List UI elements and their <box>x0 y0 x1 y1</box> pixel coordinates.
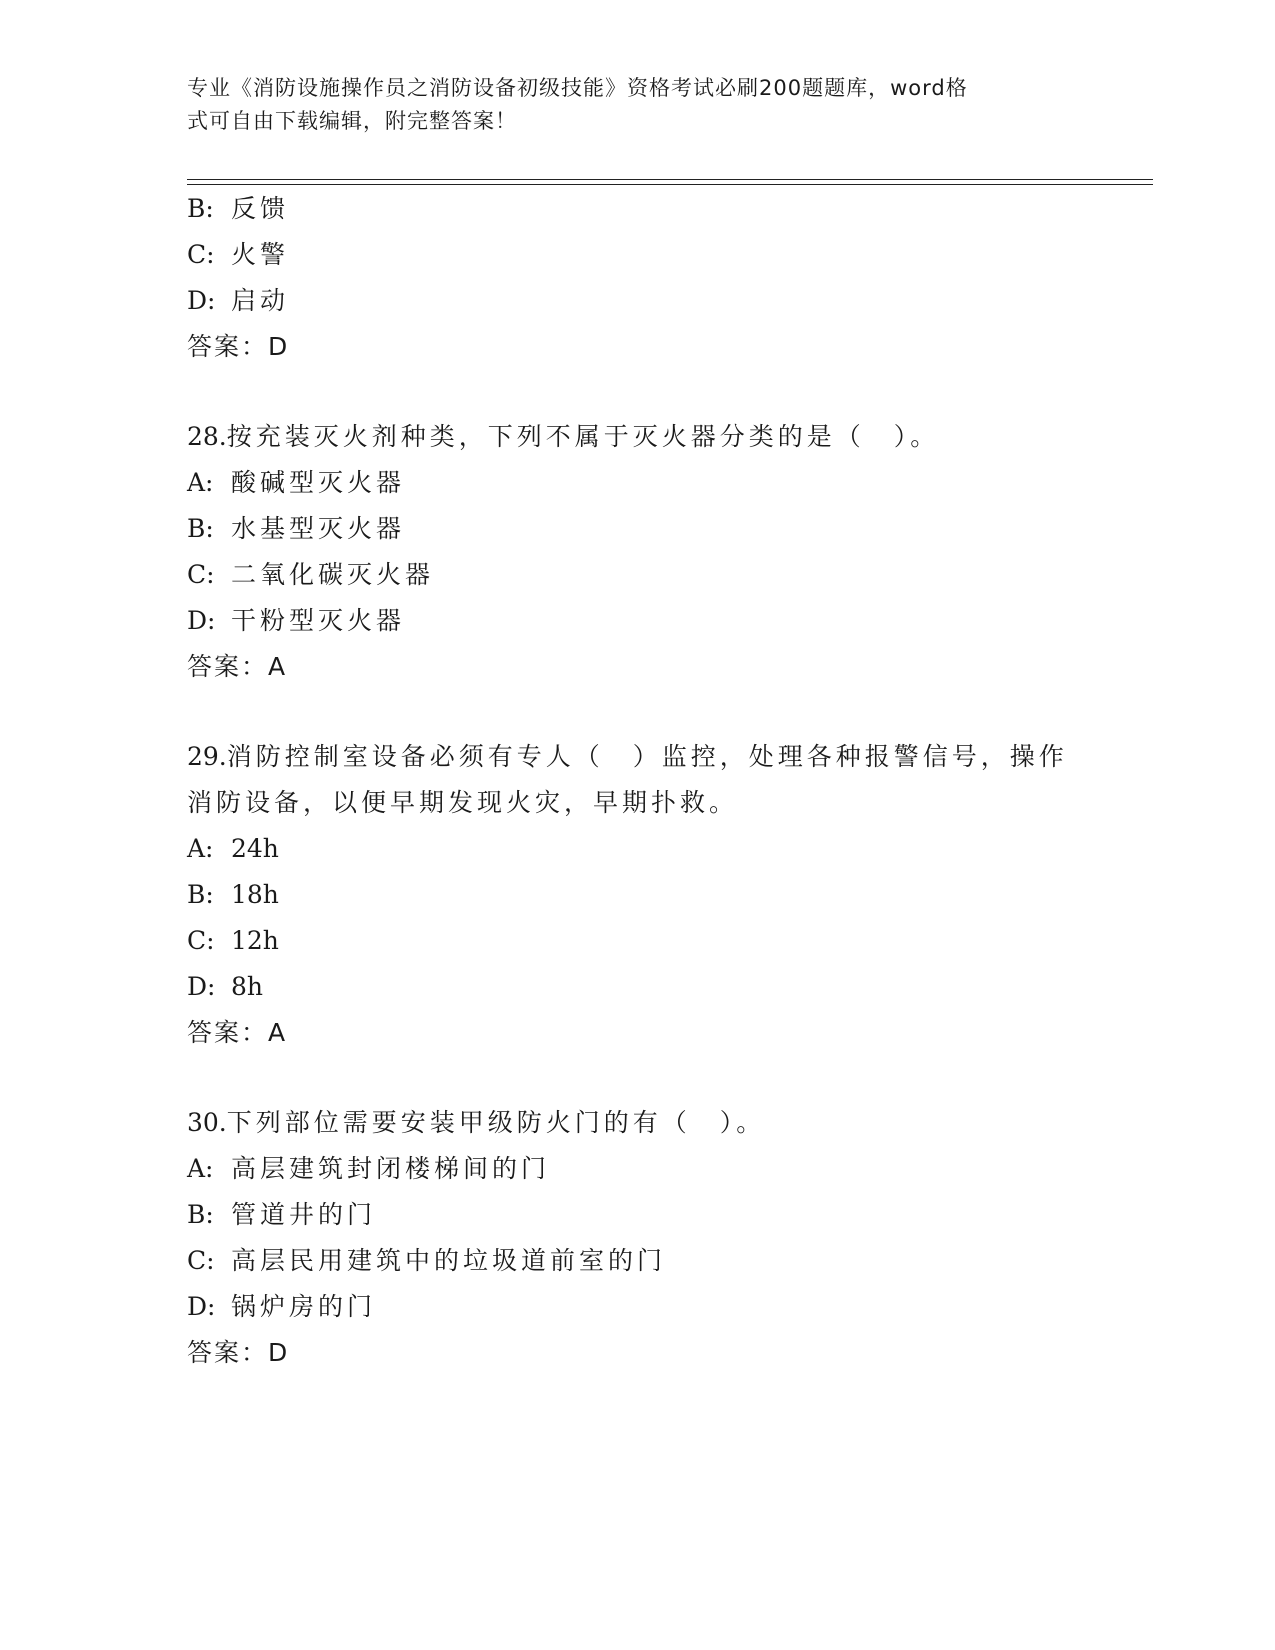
header-divider-bottom <box>187 184 1153 185</box>
question-29 <box>187 734 1127 1056</box>
option-label: D: <box>187 972 216 1001</box>
option-text: 12h <box>231 926 279 955</box>
question-number: 29. <box>187 742 227 771</box>
option-label: A: <box>187 468 214 497</box>
question-stem-continued: 消防设备，以便早期发现火灾，早期扑救。 <box>187 788 739 817</box>
option-c <box>187 552 1127 598</box>
option-text: 高层民用建筑中的垃圾道前室的门 <box>231 1246 667 1275</box>
header-divider-top <box>187 179 1153 180</box>
option-text: 二氧化碳灭火器 <box>231 560 435 589</box>
option-d <box>187 964 1127 1010</box>
option-label: D: <box>187 286 216 315</box>
option-d <box>187 598 1127 644</box>
option-text: 酸碱型灭火器 <box>231 468 406 497</box>
carryover-question <box>187 186 1127 370</box>
option-a <box>187 460 1127 506</box>
header-line-2: 式可自由下载编辑，附完整答案！ <box>187 109 517 133</box>
answer-line: 答案：D <box>187 1338 290 1367</box>
option-a <box>187 826 1127 872</box>
option-d <box>187 1284 1127 1330</box>
option-text: 高层建筑封闭楼梯间的门 <box>231 1154 551 1183</box>
option-label: D: <box>187 1292 216 1321</box>
option-c <box>187 1238 1127 1284</box>
option-label: A: <box>187 834 214 863</box>
answer-line: 答案：A <box>187 1018 288 1047</box>
question-text: 消防控制室设备必须有专人（ ）监控，处理各种报警信号，操作 <box>226 742 1068 771</box>
option-label: B: <box>187 514 214 543</box>
question-number: 28. <box>187 422 227 451</box>
question-stem <box>187 1100 1127 1146</box>
option-text: 反馈 <box>231 194 290 223</box>
question-stem <box>187 734 1127 780</box>
option-d <box>187 278 1127 324</box>
option-text: 启动 <box>231 286 290 315</box>
option-label: B: <box>187 194 214 223</box>
option-b <box>187 1192 1127 1238</box>
option-label: B: <box>187 880 214 909</box>
option-c <box>187 232 1127 278</box>
question-list <box>187 186 1127 1376</box>
option-label: C: <box>187 240 215 269</box>
option-label: A: <box>187 1154 214 1183</box>
header-line-1: 专业《消防设施操作员之消防设备初级技能》资格考试必刷200题题库，word格 <box>187 76 968 100</box>
document-header <box>187 72 1067 138</box>
option-text: 干粉型灭火器 <box>231 606 406 635</box>
option-b <box>187 872 1127 918</box>
option-label: C: <box>187 1246 215 1275</box>
question-stem <box>187 414 1127 460</box>
option-c <box>187 918 1127 964</box>
question-text: 下列部位需要安装甲级防火门的有（ ）。 <box>226 1108 766 1137</box>
option-text: 锅炉房的门 <box>231 1292 377 1321</box>
option-label: D: <box>187 606 216 635</box>
option-text: 管道井的门 <box>231 1200 377 1229</box>
question-30 <box>187 1100 1127 1376</box>
option-text: 18h <box>231 880 279 909</box>
answer-line: 答案：A <box>187 652 288 681</box>
question-28 <box>187 414 1127 690</box>
option-b <box>187 506 1127 552</box>
option-label: C: <box>187 560 215 589</box>
option-b <box>187 186 1127 232</box>
option-text: 火警 <box>231 240 290 269</box>
option-label: C: <box>187 926 215 955</box>
option-text: 24h <box>231 834 279 863</box>
question-text: 按充装灭火剂种类，下列不属于灭火器分类的是（ ）。 <box>226 422 940 451</box>
option-label: B: <box>187 1200 214 1229</box>
answer-line: 答案：D <box>187 332 290 361</box>
question-number: 30. <box>187 1108 227 1137</box>
option-text: 水基型灭火器 <box>231 514 406 543</box>
option-a <box>187 1146 1127 1192</box>
option-text: 8h <box>231 972 264 1001</box>
